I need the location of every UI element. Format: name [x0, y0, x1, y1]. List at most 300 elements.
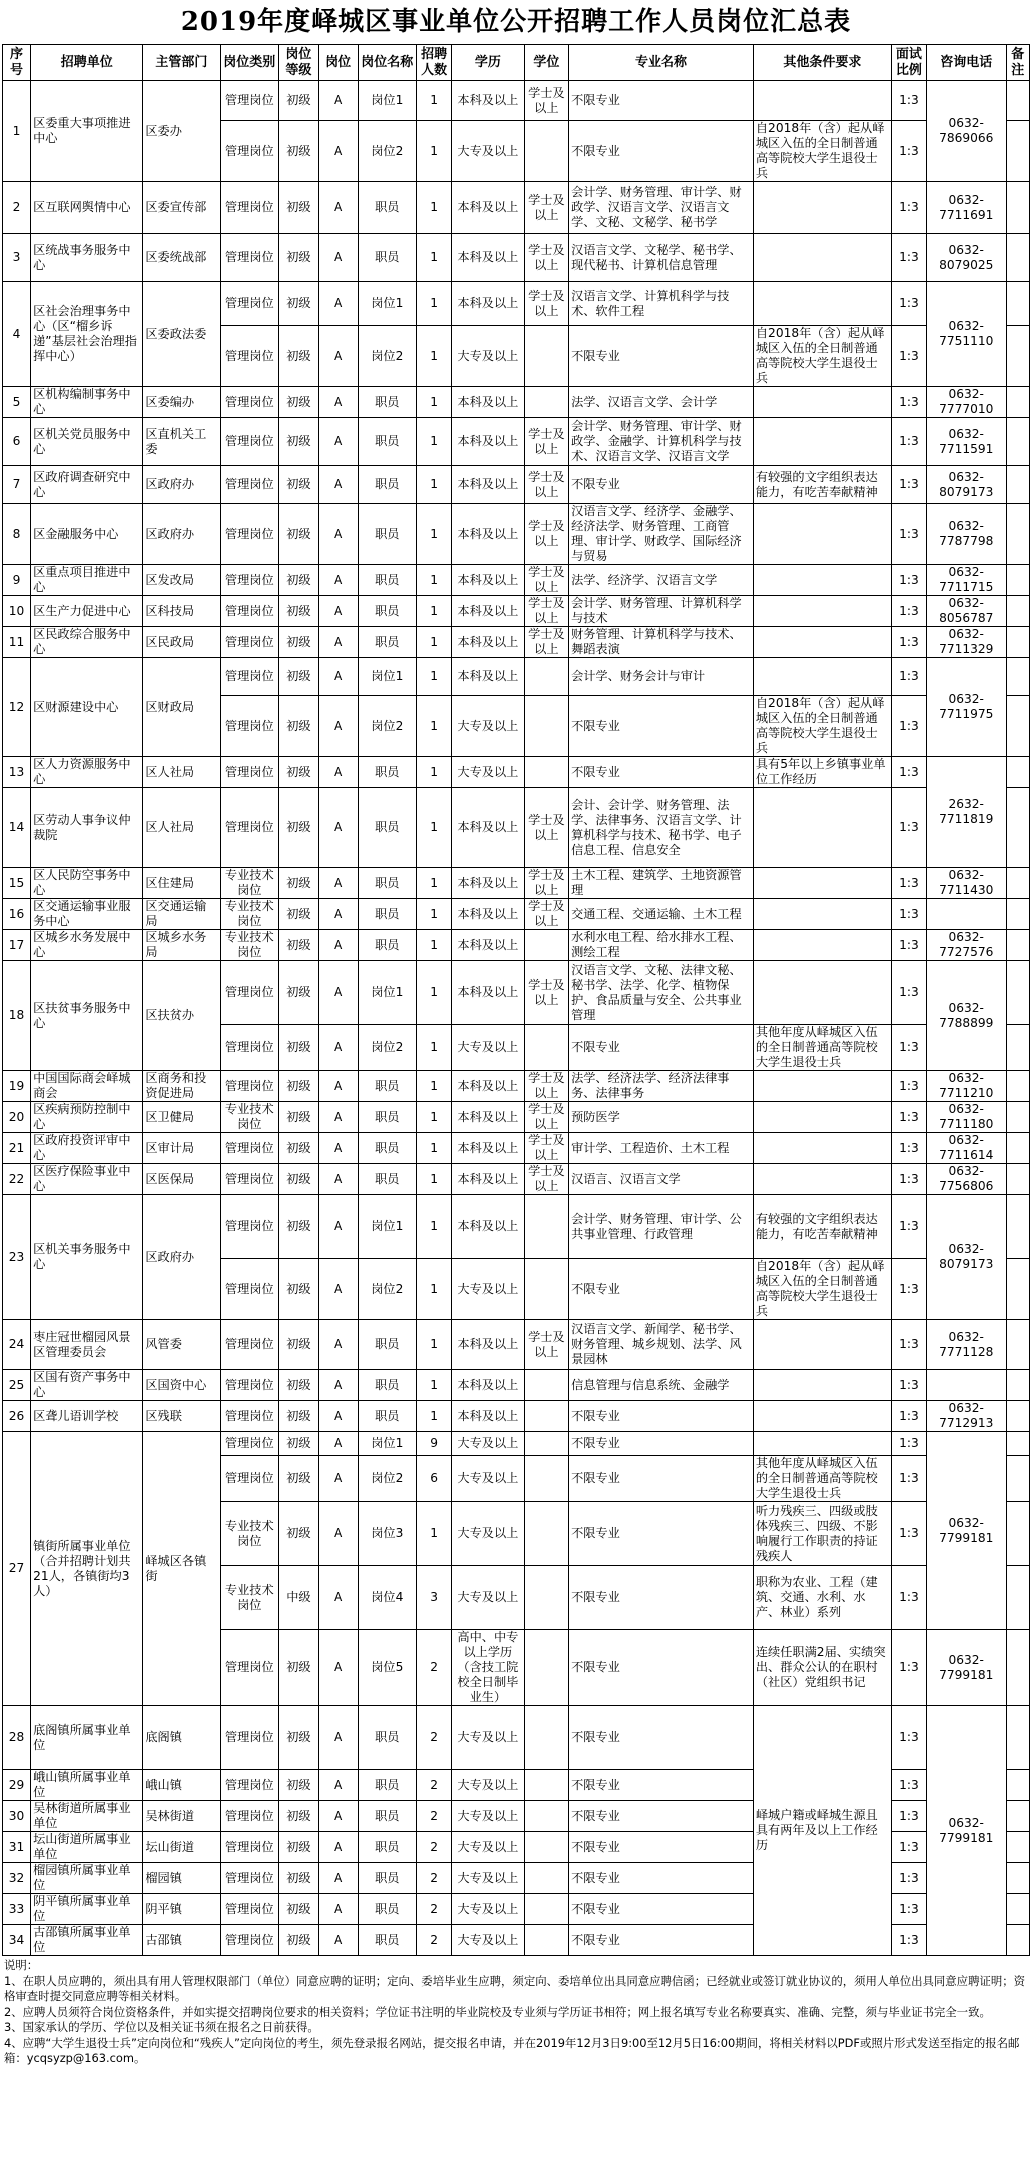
- table-cell: 预防医学: [569, 1102, 754, 1133]
- table-cell: 底阁镇: [143, 1706, 220, 1770]
- table-cell: 管理岗位: [220, 1259, 278, 1320]
- table-cell: 管理岗位: [220, 466, 278, 504]
- table-cell: 1:3: [891, 565, 926, 596]
- table-cell: 自2018年（含）起从峄城区入伍的全日制普通高等院校大学生退役士兵: [753, 696, 891, 757]
- table-cell: [753, 504, 891, 565]
- table-cell: 29: [3, 1770, 31, 1801]
- table-cell: 1: [417, 565, 452, 596]
- table-cell: 学士及以上: [524, 1071, 568, 1102]
- table-cell: A: [318, 1706, 358, 1770]
- table-cell: [926, 1370, 1006, 1401]
- table-cell: 初级: [279, 1164, 319, 1195]
- table-cell: 初级: [279, 696, 319, 757]
- table-cell: A: [318, 1259, 358, 1320]
- table-cell: 岗位5: [358, 1630, 416, 1706]
- table-cell: 学士及以上: [524, 1164, 568, 1195]
- table-cell: [524, 1832, 568, 1863]
- table-cell: 管理岗位: [220, 696, 278, 757]
- table-cell: [753, 1102, 891, 1133]
- note-line: 3、国家承认的学历、学位以及相关证书须在报名之日前获得。: [4, 2020, 319, 2034]
- table-cell: 职员: [358, 418, 416, 466]
- table-cell: 坛山街道所属事业单位: [31, 1832, 143, 1863]
- table-cell: 1: [417, 757, 452, 788]
- table-cell: 区社会治理事务中心（区“榴乡诉递”基层社会治理指挥中心）: [31, 282, 143, 387]
- table-cell: 区扶贫办: [143, 961, 220, 1071]
- table-cell: 7: [3, 466, 31, 504]
- table-cell: 1:3: [891, 466, 926, 504]
- table-cell: 1: [417, 1102, 452, 1133]
- table-cell: 管理岗位: [220, 1456, 278, 1502]
- table-cell: A: [318, 1770, 358, 1801]
- table-cell: 学士及以上: [524, 466, 568, 504]
- table-cell: 区科技局: [143, 596, 220, 627]
- table-cell: 岗位1: [358, 1432, 416, 1456]
- table-cell: 职员: [358, 1320, 416, 1370]
- table-cell: [753, 81, 891, 121]
- table-cell: 3: [417, 1566, 452, 1630]
- table-cell: 1:3: [891, 757, 926, 788]
- table-cell: 1:3: [891, 234, 926, 282]
- table-cell: 24: [3, 1320, 31, 1370]
- table-cell: 1:3: [891, 1401, 926, 1432]
- column-header: 招聘单位: [31, 45, 143, 81]
- table-cell: 会计学、财务会计与审计: [569, 658, 754, 696]
- table-cell: 区发改局: [143, 565, 220, 596]
- table-cell: 本科及以上: [452, 596, 525, 627]
- table-cell: [753, 565, 891, 596]
- table-body: [3, 81, 1030, 1956]
- table-cell: 听力残疾三、四级或肢体残疾三、四级、不影响履行工作职责的持证残疾人: [753, 1502, 891, 1566]
- table-cell: 不限专业: [569, 1630, 754, 1706]
- table-cell: 学士及以上: [524, 282, 568, 326]
- table-cell: 4: [3, 282, 31, 387]
- table-cell: A: [318, 234, 358, 282]
- table-cell: [1006, 1894, 1030, 1925]
- table-cell: 0632-7712913: [926, 1401, 1006, 1432]
- table-cell: 0632-7799181: [926, 1432, 1006, 1630]
- table-cell: 职员: [358, 1401, 416, 1432]
- table-row: [3, 1370, 1030, 1401]
- table-cell: 区政府投资评审中心: [31, 1133, 143, 1164]
- table-cell: 本科及以上: [452, 182, 525, 234]
- table-cell: 大专及以上: [452, 1432, 525, 1456]
- table-cell: 枣庄冠世榴园风景区管理委员会: [31, 1320, 143, 1370]
- table-cell: 中级: [279, 1566, 319, 1630]
- table-cell: 管理岗位: [220, 658, 278, 696]
- table-cell: 1: [417, 930, 452, 961]
- table-cell: 初级: [279, 504, 319, 565]
- table-cell: [1006, 1259, 1030, 1320]
- table-cell: 初级: [279, 466, 319, 504]
- table-cell: 1:3: [891, 326, 926, 387]
- table-cell: 峄城区各镇街: [143, 1432, 220, 1706]
- table-row: [3, 1102, 1030, 1133]
- table-cell: A: [318, 1320, 358, 1370]
- table-cell: 区卫健局: [143, 1102, 220, 1133]
- table-cell: 岗位1: [358, 1195, 416, 1259]
- table-cell: 大专及以上: [452, 1566, 525, 1630]
- table-cell: 管理岗位: [220, 1630, 278, 1706]
- table-cell: A: [318, 282, 358, 326]
- table-cell: 区委统战部: [143, 234, 220, 282]
- table-cell: A: [318, 696, 358, 757]
- table-cell: 峨山镇: [143, 1770, 220, 1801]
- table-row: [3, 961, 1030, 1025]
- table-cell: 岗位2: [358, 121, 416, 182]
- table-cell: 职员: [358, 788, 416, 868]
- table-cell: [1006, 1630, 1030, 1706]
- table-cell: 0632-7751110: [926, 282, 1006, 387]
- table-cell: 学士及以上: [524, 868, 568, 899]
- table-cell: [1006, 868, 1030, 899]
- table-cell: 阴平镇: [143, 1894, 220, 1925]
- table-cell: 不限专业: [569, 1502, 754, 1566]
- table-cell: A: [318, 504, 358, 565]
- table-cell: 职员: [358, 757, 416, 788]
- table-cell: [524, 1706, 568, 1770]
- table-cell: 不限专业: [569, 1566, 754, 1630]
- column-header: 岗位等级: [279, 45, 319, 81]
- table-cell: 本科及以上: [452, 1320, 525, 1370]
- table-cell: 0632-7711180: [926, 1102, 1006, 1133]
- note-line: 2、应聘人员须符合岗位资格条件，并如实提交招聘岗位要求的相关资料；学位证书注明的毕业院校及专业须与学历证书相符；网上报名填写专业名称要真实、准确、完整，须与毕业证书完全一致。: [4, 2004, 991, 2019]
- table-cell: 法学、经济学、汉语言文学: [569, 565, 754, 596]
- table-cell: [1006, 788, 1030, 868]
- table-cell: 1:3: [891, 696, 926, 757]
- table-cell: 区城乡水务局: [143, 930, 220, 961]
- table-cell: 古邵镇: [143, 1925, 220, 1956]
- table-cell: 职员: [358, 1925, 416, 1956]
- table-cell: 1: [417, 326, 452, 387]
- table-cell: 1:3: [891, 182, 926, 234]
- table-cell: 学士及以上: [524, 504, 568, 565]
- table-cell: 管理岗位: [220, 565, 278, 596]
- column-header: 学历: [452, 45, 525, 81]
- table-cell: [1006, 1432, 1030, 1456]
- table-cell: 不限专业: [569, 1832, 754, 1863]
- table-cell: 1:3: [891, 1370, 926, 1401]
- table-cell: 区委重大事项推进中心: [31, 81, 143, 182]
- table-cell: 9: [3, 565, 31, 596]
- table-cell: 1:3: [891, 1630, 926, 1706]
- table-cell: [753, 1401, 891, 1432]
- table-cell: [524, 1863, 568, 1894]
- table-cell: 专业技术岗位: [220, 899, 278, 930]
- table-cell: 1:3: [891, 1259, 926, 1320]
- table-cell: 区财政局: [143, 658, 220, 757]
- table-cell: 职员: [358, 1071, 416, 1102]
- table-cell: 本科及以上: [452, 1164, 525, 1195]
- table-cell: 不限专业: [569, 1259, 754, 1320]
- table-cell: 1:3: [891, 282, 926, 326]
- table-cell: 1:3: [891, 1102, 926, 1133]
- table-cell: A: [318, 326, 358, 387]
- table-cell: [1006, 466, 1030, 504]
- table-cell: A: [318, 961, 358, 1025]
- table-cell: 汉语言文学、文秘、法律文秘、秘书学、法学、化学、植物保护、食品质量与安全、公共事业管理: [569, 961, 754, 1025]
- table-cell: 初级: [279, 1801, 319, 1832]
- table-cell: [753, 627, 891, 658]
- table-cell: 管理岗位: [220, 627, 278, 658]
- table-cell: 1:3: [891, 1456, 926, 1502]
- table-cell: 初级: [279, 899, 319, 930]
- table-cell: 2: [417, 1863, 452, 1894]
- table-cell: 2: [417, 1801, 452, 1832]
- table-cell: 学士及以上: [524, 627, 568, 658]
- table-cell: [1006, 1925, 1030, 1956]
- table-row: [3, 1164, 1030, 1195]
- table-cell: 区住建局: [143, 868, 220, 899]
- table-cell: 管理岗位: [220, 1894, 278, 1925]
- table-cell: 其他年度从峄城区入伍的全日制普通高等院校大学生退役士兵: [753, 1456, 891, 1502]
- table-cell: A: [318, 565, 358, 596]
- table-cell: 大专及以上: [452, 1925, 525, 1956]
- table-cell: 学士及以上: [524, 234, 568, 282]
- table-cell: [524, 658, 568, 696]
- table-cell: 初级: [279, 387, 319, 418]
- table-cell: 连续任职满2届、实绩突出、群众公认的在职村（社区）党组织书记: [753, 1630, 891, 1706]
- table-cell: 本科及以上: [452, 1102, 525, 1133]
- table-cell: [524, 1770, 568, 1801]
- table-cell: [1006, 1133, 1030, 1164]
- table-cell: 初级: [279, 1071, 319, 1102]
- table-cell: 管理岗位: [220, 1401, 278, 1432]
- table-row: [3, 1432, 1030, 1456]
- table-row: [3, 868, 1030, 899]
- table-cell: 本科及以上: [452, 387, 525, 418]
- column-header: 序号: [3, 45, 31, 81]
- table-cell: [1006, 234, 1030, 282]
- table-cell: 本科及以上: [452, 466, 525, 504]
- table-cell: 区人民防空事务中心: [31, 868, 143, 899]
- table-cell: 1:3: [891, 1071, 926, 1102]
- table-cell: 学士及以上: [524, 565, 568, 596]
- table-cell: [524, 1925, 568, 1956]
- table-cell: 1: [417, 1259, 452, 1320]
- table-cell: 区城乡水务发展中心: [31, 930, 143, 961]
- table-cell: 大专及以上: [452, 1502, 525, 1566]
- table-cell: 区委政法委: [143, 282, 220, 387]
- table-cell: 1:3: [891, 1133, 926, 1164]
- table-cell: 区疾病预防控制中心: [31, 1102, 143, 1133]
- table-cell: [753, 868, 891, 899]
- column-header: 岗位: [318, 45, 358, 81]
- table-cell: A: [318, 1566, 358, 1630]
- table-cell: 区交通运输事业服务中心: [31, 899, 143, 930]
- table-cell: [753, 1320, 891, 1370]
- table-cell: 区扶贫事务服务中心: [31, 961, 143, 1071]
- table-cell: 0632-7869066: [926, 81, 1006, 182]
- table-cell: 初级: [279, 596, 319, 627]
- table-cell: 本科及以上: [452, 658, 525, 696]
- table-cell: 管理岗位: [220, 504, 278, 565]
- table-cell: [1006, 282, 1030, 326]
- table-cell: 财务管理、计算机科学与技术、舞蹈表演: [569, 627, 754, 658]
- table-cell: 1: [417, 387, 452, 418]
- table-cell: [1006, 1102, 1030, 1133]
- table-cell: 1:3: [891, 627, 926, 658]
- table-cell: 管理岗位: [220, 1801, 278, 1832]
- table-cell: A: [318, 81, 358, 121]
- table-cell: 0632-7788899: [926, 961, 1006, 1071]
- table-cell: 本科及以上: [452, 565, 525, 596]
- table-cell: 管理岗位: [220, 1071, 278, 1102]
- table-cell: A: [318, 1071, 358, 1102]
- table-cell: 不限专业: [569, 696, 754, 757]
- table-cell: 本科及以上: [452, 627, 525, 658]
- table-cell: A: [318, 466, 358, 504]
- table-cell: 大专及以上: [452, 1894, 525, 1925]
- table-cell: 1:3: [891, 1195, 926, 1259]
- table-cell: 2: [3, 182, 31, 234]
- table-row: [3, 1133, 1030, 1164]
- table-cell: 大专及以上: [452, 1863, 525, 1894]
- table-cell: 职员: [358, 1102, 416, 1133]
- table-cell: 管理岗位: [220, 1133, 278, 1164]
- table-cell: 学士及以上: [524, 596, 568, 627]
- table-cell: 本科及以上: [452, 504, 525, 565]
- column-header: 其他条件要求: [753, 45, 891, 81]
- table-cell: 会计学、财务管理、计算机科学与技术: [569, 596, 754, 627]
- table-cell: 21: [3, 1133, 31, 1164]
- table-cell: 会计学、财务管理、审计学、公共事业管理、行政管理: [569, 1195, 754, 1259]
- table-cell: 职员: [358, 565, 416, 596]
- table-cell: 初级: [279, 234, 319, 282]
- table-cell: 0632-7799181: [926, 1630, 1006, 1706]
- table-cell: 初级: [279, 868, 319, 899]
- table-cell: 16: [3, 899, 31, 930]
- table-cell: 专业技术岗位: [220, 1102, 278, 1133]
- table-cell: A: [318, 121, 358, 182]
- table-row: [3, 788, 1030, 868]
- column-header: 面试比例: [891, 45, 926, 81]
- table-cell: [1006, 1863, 1030, 1894]
- table-cell: 镇街所属事业单位（合并招聘计划共21人，各镇街均3人）: [31, 1432, 143, 1706]
- table-cell: 初级: [279, 1401, 319, 1432]
- table-cell: 自2018年（含）起从峄城区入伍的全日制普通高等院校大学生退役士兵: [753, 1259, 891, 1320]
- table-cell: 1:3: [891, 1025, 926, 1071]
- table-cell: 17: [3, 930, 31, 961]
- table-cell: A: [318, 930, 358, 961]
- table-cell: 1:3: [891, 1801, 926, 1832]
- table-cell: 1:3: [891, 504, 926, 565]
- table-cell: 职员: [358, 1894, 416, 1925]
- table-cell: 职员: [358, 234, 416, 282]
- table-cell: [753, 596, 891, 627]
- table-cell: [524, 1801, 568, 1832]
- table-cell: 0632-7756806: [926, 1164, 1006, 1195]
- table-cell: [1006, 121, 1030, 182]
- table-cell: 2: [417, 1770, 452, 1801]
- table-cell: 不限专业: [569, 1706, 754, 1770]
- table-cell: [524, 1259, 568, 1320]
- table-cell: 管理岗位: [220, 1320, 278, 1370]
- table-cell: 区统战事务服务中心: [31, 234, 143, 282]
- table-cell: 区直机关工委: [143, 418, 220, 466]
- table-cell: 职员: [358, 596, 416, 627]
- table-cell: A: [318, 1025, 358, 1071]
- table-cell: 0632-7711715: [926, 565, 1006, 596]
- table-cell: 职员: [358, 1370, 416, 1401]
- table-cell: 职称为农业、工程（建筑、交通、水利、水产、林业）系列: [753, 1566, 891, 1630]
- table-cell: 学士及以上: [524, 788, 568, 868]
- table-cell: 1: [417, 696, 452, 757]
- table-cell: 区聋儿语训学校: [31, 1401, 143, 1432]
- table-cell: 初级: [279, 1195, 319, 1259]
- table-cell: 不限专业: [569, 326, 754, 387]
- table-cell: 本科及以上: [452, 1370, 525, 1401]
- table-cell: 初级: [279, 1925, 319, 1956]
- table-cell: 管理岗位: [220, 1770, 278, 1801]
- table-cell: A: [318, 627, 358, 658]
- table-cell: 3: [3, 234, 31, 282]
- table-cell: 1:3: [891, 658, 926, 696]
- table-cell: 岗位1: [358, 81, 416, 121]
- table-cell: 1: [417, 504, 452, 565]
- table-cell: [1006, 961, 1030, 1025]
- table-cell: 9: [417, 1432, 452, 1456]
- table-cell: 1:3: [891, 1164, 926, 1195]
- table-row: [3, 504, 1030, 565]
- table-cell: 阴平镇所属事业单位: [31, 1894, 143, 1925]
- table-cell: 区商务和投资促进局: [143, 1071, 220, 1102]
- table-cell: 榴园镇所属事业单位: [31, 1863, 143, 1894]
- table-cell: 0632-8079025: [926, 234, 1006, 282]
- table-cell: 区医保局: [143, 1164, 220, 1195]
- page-title: 2019年度峄城区事业单位公开招聘工作人员岗位汇总表: [180, 7, 852, 37]
- table-cell: 交通工程、交通运输、土木工程: [569, 899, 754, 930]
- table-cell: 管理岗位: [220, 961, 278, 1025]
- table-cell: 本科及以上: [452, 930, 525, 961]
- table-cell: 专业技术岗位: [220, 1566, 278, 1630]
- table-cell: 0632-7711329: [926, 627, 1006, 658]
- table-cell: 汉语言文学、文秘学、秘书学、现代秘书、计算机信息管理: [569, 234, 754, 282]
- table-cell: 初级: [279, 418, 319, 466]
- table-cell: 本科及以上: [452, 1133, 525, 1164]
- table-cell: 2: [417, 1832, 452, 1863]
- table-cell: 吴林街道: [143, 1801, 220, 1832]
- table-cell: 1: [417, 1195, 452, 1259]
- table-row: [3, 658, 1030, 696]
- table-cell: 职员: [358, 1770, 416, 1801]
- table-cell: 0632-7711614: [926, 1133, 1006, 1164]
- table-cell: 区残联: [143, 1401, 220, 1432]
- table-cell: 不限专业: [569, 81, 754, 121]
- table-cell: A: [318, 182, 358, 234]
- table-cell: 坛山街道: [143, 1832, 220, 1863]
- table-cell: [1006, 1195, 1030, 1259]
- table-cell: 初级: [279, 1025, 319, 1071]
- table-cell: 区政府调查研究中心: [31, 466, 143, 504]
- table-cell: 1: [417, 596, 452, 627]
- table-cell: 大专及以上: [452, 1706, 525, 1770]
- table-cell: [753, 234, 891, 282]
- table-cell: 1: [417, 788, 452, 868]
- table-cell: 区委办: [143, 81, 220, 182]
- table-cell: 2: [417, 1630, 452, 1706]
- table-cell: 0632-7777010: [926, 387, 1006, 418]
- table-cell: 管理岗位: [220, 1863, 278, 1894]
- column-header: 学位: [524, 45, 568, 81]
- table-cell: 初级: [279, 1832, 319, 1863]
- table-cell: 2632-7711819: [926, 757, 1006, 868]
- table-cell: A: [318, 1370, 358, 1401]
- table-cell: [524, 1630, 568, 1706]
- table-cell: 职员: [358, 387, 416, 418]
- table-cell: 33: [3, 1894, 31, 1925]
- table-cell: A: [318, 868, 358, 899]
- table-cell: 初级: [279, 627, 319, 658]
